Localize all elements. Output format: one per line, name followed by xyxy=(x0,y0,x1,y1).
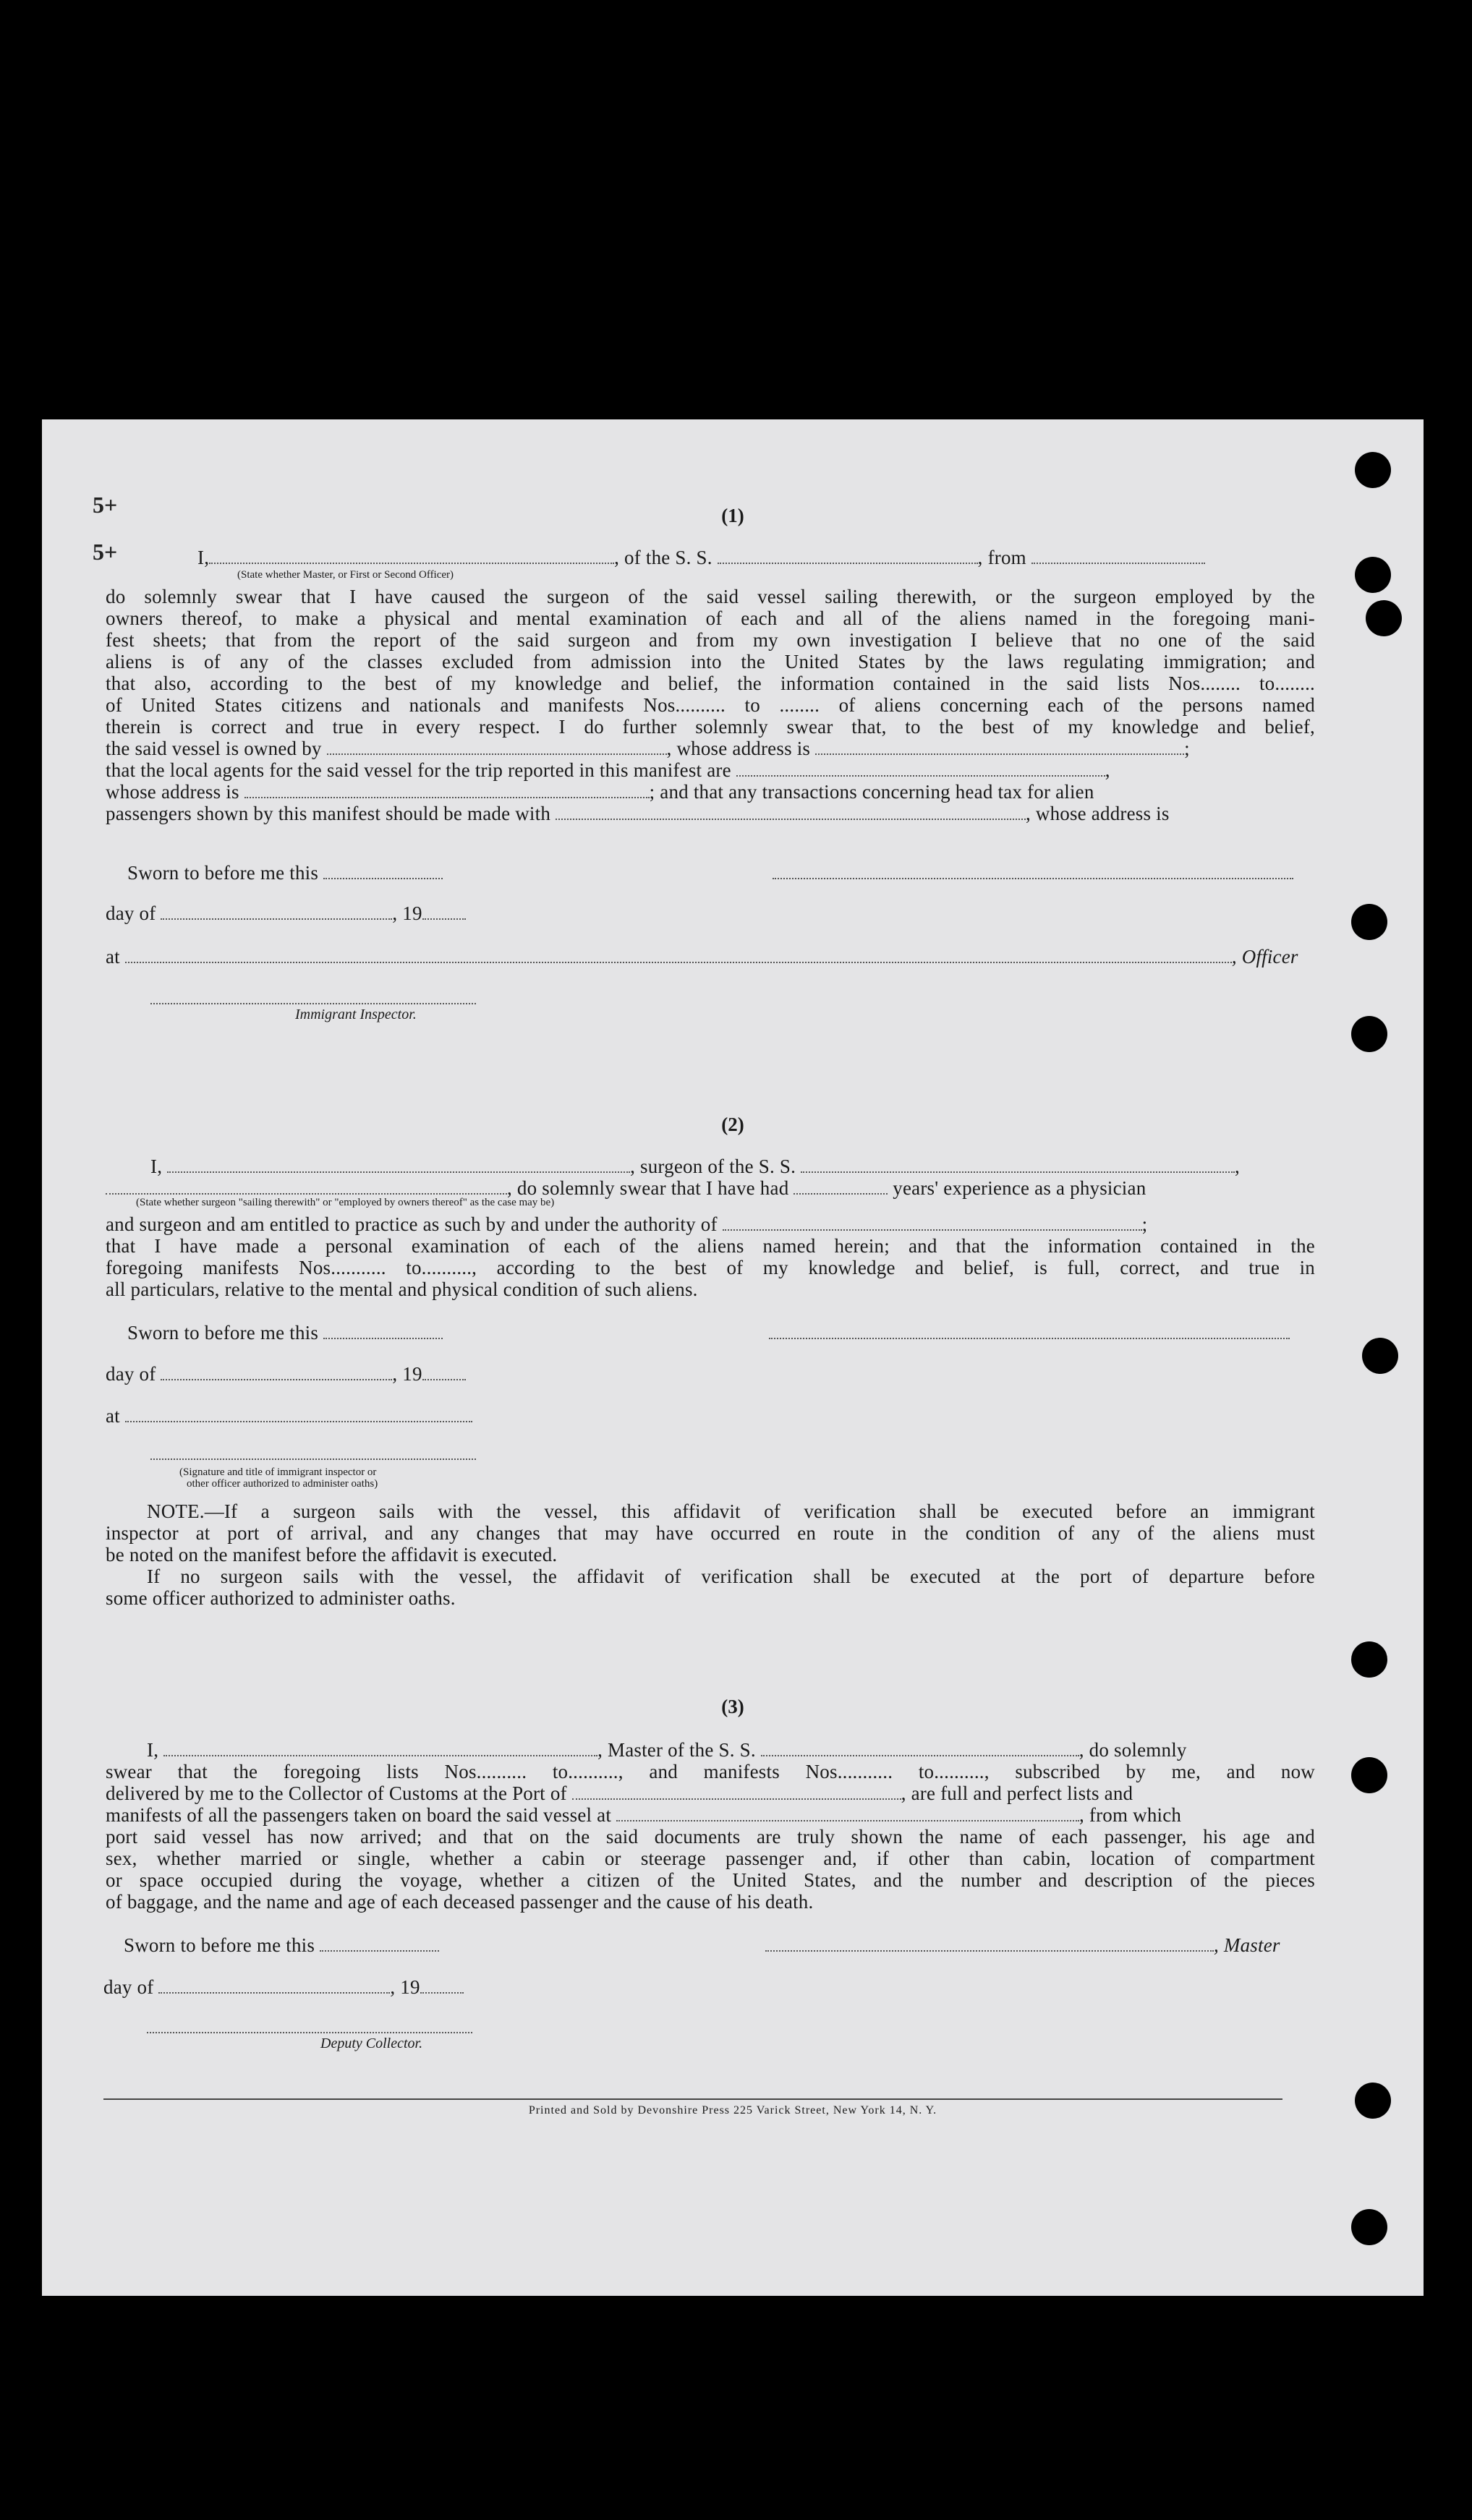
s3-line-2: swear that the foregoing lists Nos.......... to.........., and manifests Nos........... to.........., subscribed by me, and now xyxy=(106,1761,1315,1782)
punch-hole xyxy=(1351,2209,1387,2245)
s1-line-2: do solemnly swear that I have caused the surgeon of the said vessel sailing therewith, or the surgeon employed by the xyxy=(106,586,1315,607)
s2-line-3: and surgeon and am entitled to practice as such by and under the authority of ; xyxy=(106,1213,1148,1235)
s2-inspector-line xyxy=(150,1457,476,1460)
punch-hole xyxy=(1351,1016,1387,1052)
s3-collector-line xyxy=(147,2030,472,2033)
s2-line-4: that I have made a personal examination of each of the aliens named herein; and that the information contained in the xyxy=(106,1235,1315,1257)
s2-surgeon-note: (State whether surgeon "sailing therewith" or "employed by owners thereof" as the case may be) xyxy=(136,1197,555,1208)
s3-day: day of , 19 xyxy=(103,1976,1315,1998)
s1-signature-line xyxy=(773,876,1293,879)
s1-line-3: owners thereof, to make a physical and mental examination of each and all of the aliens named in the foregoing mani- xyxy=(106,607,1315,629)
s2-note-d: If no surgeon sails with the vessel, the affidavit of verification shall be executed at the port of departure before xyxy=(147,1566,1315,1587)
s1-line-6: that also, according to the best of my knowledge and belief, the information contained in the said lists Nos........ to........ xyxy=(106,672,1315,694)
s3-sworn: Sworn to before me this xyxy=(124,1934,1315,1956)
section-2-heading: (2) xyxy=(721,1114,744,1135)
footer-rule xyxy=(103,2098,1282,2100)
s2-line-5: foregoing manifests Nos........... to.........., according to the best of my knowledge and belief, is full, correct, and true in xyxy=(106,1257,1315,1278)
s1-line-1: I, , of the S. S. , from xyxy=(197,547,1315,568)
s3-line-7: or space occupied during the voyage, whether a citizen of the United States, and the number and description of the pieces xyxy=(106,1869,1315,1891)
s1-line-4: fest sheets; that from the report of the said surgeon and from my own investigation I believe that no one of the said xyxy=(106,629,1315,651)
punch-hole xyxy=(1355,452,1391,488)
s1-sworn: Sworn to before me this xyxy=(127,862,1315,884)
s2-at: at xyxy=(106,1405,1315,1427)
s2-sig-note-1: (Signature and title of immigrant inspector or xyxy=(179,1466,377,1478)
punch-hole xyxy=(1366,600,1402,636)
s1-line-7: of United States citizens and nationals and manifests Nos.......... to ........ of aliens concerning each of the persons named xyxy=(106,694,1315,716)
s3-master: , Master xyxy=(765,1934,1315,1956)
s2-note-a: NOTE.—If a surgeon sails with the vessel, this affidavit of verification shall be executed before an immigrant xyxy=(147,1500,1315,1522)
section-1-heading: (1) xyxy=(721,505,744,526)
s2-line-2: , do solemnly swear that I have had years' experience as a physician xyxy=(106,1177,1315,1199)
s2-note-b: inspector at port of arrival, and any changes that may have occurred en route in the condition of any of the aliens must xyxy=(106,1522,1315,1544)
s1-line-12: passengers shown by this manifest should be made with , whose address is xyxy=(106,803,1170,824)
s3-line-1: I, , Master of the S. S. , do solemnly xyxy=(147,1739,1187,1761)
s3-line-6: sex, whether married or single, whether a cabin or steerage passenger and, if other than cabin, location of compartment xyxy=(106,1848,1315,1869)
punch-hole xyxy=(1355,557,1391,593)
punch-hole xyxy=(1351,904,1387,940)
s3-line-4: manifests of all the passengers taken on board the said vessel at , from which xyxy=(106,1804,1182,1826)
s1-line-9: the said vessel is owned by , whose address is ; xyxy=(106,738,1190,759)
s1-day: day of , 19 xyxy=(106,902,1315,924)
s3-line-5: port said vessel has now arrived; and that on the said documents are truly shown the name of each passenger, his age and xyxy=(106,1826,1315,1848)
s2-sworn: Sworn to before me this xyxy=(127,1322,1315,1344)
punch-hole xyxy=(1351,1641,1387,1678)
s3-line-3: delivered by me to the Collector of Customs at the Port of , are full and perfect lists and xyxy=(106,1782,1133,1804)
s2-note-e: some officer authorized to administer oaths. xyxy=(106,1587,456,1609)
punch-hole xyxy=(1362,1338,1398,1374)
s1-line-10: that the local agents for the said vessel for the trip reported in this manifest are , xyxy=(106,759,1110,781)
margin-mark: 5+ xyxy=(93,492,118,518)
s3-line-8: of baggage, and the name and age of each deceased passenger and the cause of his death. xyxy=(106,1891,814,1913)
s2-note-c: be noted on the manifest before the affidavit is executed. xyxy=(106,1544,558,1566)
margin-mark: 5+ xyxy=(93,539,118,565)
s1-line-5: aliens is of any of the classes excluded from admission into the United States by the laws regulating immigration; and xyxy=(106,651,1315,672)
s2-day: day of , 19 xyxy=(106,1363,1315,1385)
s1-line-11: whose address is ; and that any transactions concerning head tax for alien xyxy=(106,781,1094,803)
s3-collector-label: Deputy Collector. xyxy=(320,2036,423,2051)
s2-signature-line xyxy=(769,1336,1290,1339)
s1-at-officer: at , Officer xyxy=(106,946,1298,968)
s2-sig-note-2: other officer authorized to administer oaths) xyxy=(187,1478,378,1490)
s2-line-6: all particulars, relative to the mental and physical condition of such aliens. xyxy=(106,1278,698,1300)
section-3-heading: (3) xyxy=(721,1696,744,1717)
s1-inspector-label: Immigrant Inspector. xyxy=(295,1007,417,1022)
s2-line-1: I, , surgeon of the S. S. , xyxy=(150,1156,1240,1177)
punch-hole xyxy=(1351,1757,1387,1793)
s1-line-8: therein is correct and true in every respect. I do further solemnly swear that, to the best of my knowledge and belief, xyxy=(106,716,1315,738)
s1-inspector-line xyxy=(150,1001,476,1004)
s1-officer-note: (State whether Master, or First or Second Officer) xyxy=(237,569,454,581)
printer-footer: Printed and Sold by Devonshire Press 225 Varick Street, New York 14, N. Y. xyxy=(528,2104,937,2117)
manifest-page xyxy=(42,419,1424,2296)
punch-hole xyxy=(1355,2083,1391,2119)
